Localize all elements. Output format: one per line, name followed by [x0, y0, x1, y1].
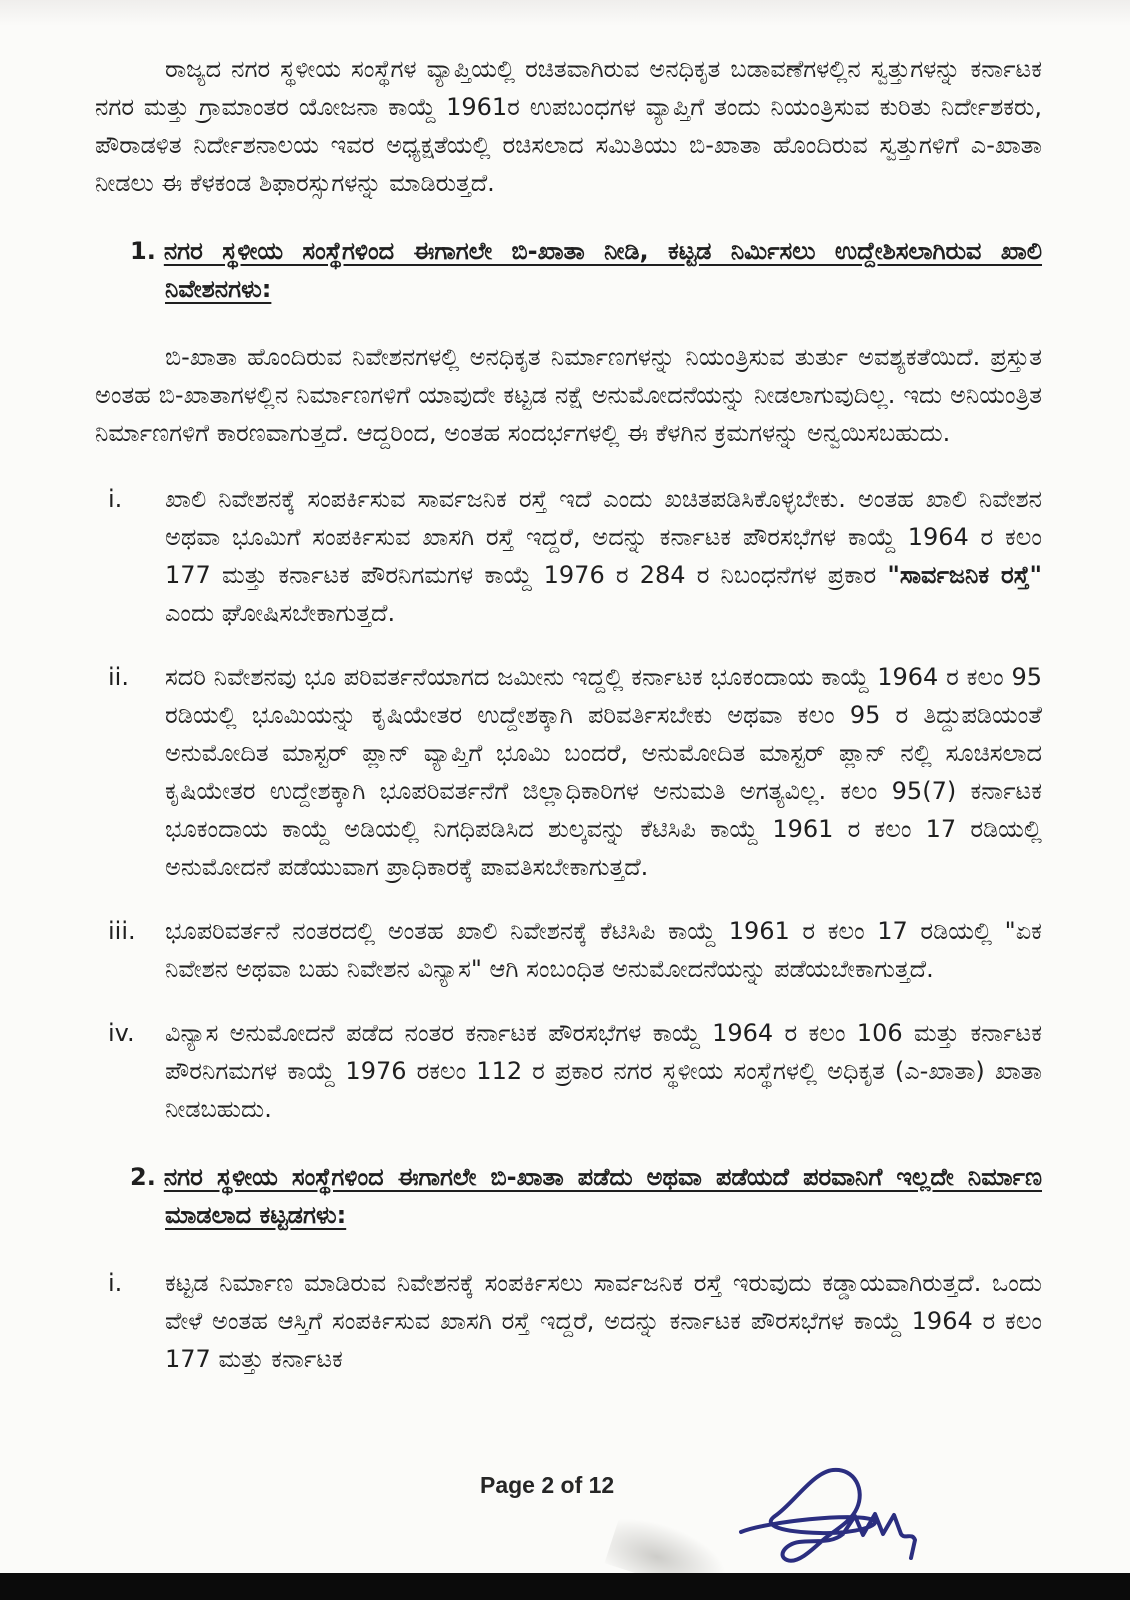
list-item-text: ಕಟ್ಟಡ ನಿರ್ಮಾಣ ಮಾಡಿರುವ ನಿವೇಶನಕ್ಕೆ ಸಂಪರ್ಕಿಸಲು ಸಾರ್ವಜನಿಕ ರಸ್ತೆ ಇರುವುದು ಕಡ್ಡಾಯವಾಗಿರುತ್ತದೆ. ಒಂದು ವೇಳೆ ಅಂತಹ ಆಸ್ತಿಗೆ ಸಂಪರ್ಕಿಸುವ ಖಾಸಗಿ ರಸ್ತೆ ಇದ್ದರೆ, ಅದನ್ನು ಕರ್ನಾಟಕ ಪೌರಸಭೆಗಳ ಕಾಯ್ದೆ 1964 ರ ಕಲಂ 177 ಮತ್ತು ಕರ್ನಾಟಕ — [165, 1269, 1042, 1373]
section-2-list — [95, 1264, 1042, 1378]
list-item-text: ಸದರಿ ನಿವೇಶನವು ಭೂ ಪರಿವರ್ತನೆಯಾಗದ ಜಮೀನು ಇದ್ದಲ್ಲಿ ಕರ್ನಾಟಕ ಭೂಕಂದಾಯ ಕಾಯ್ದೆ 1964 ರ ಕಲಂ 95 ರಡಿಯಲ್ಲಿ ಭೂಮಿಯನ್ನು ಕೃಷಿಯೇತರ ಉದ್ದೇಶಕ್ಕಾಗಿ ಪರಿವರ್ತಿಸಬೇಕು ಅಥವಾ ಕಲಂ 95 ರ ತಿದ್ದುಪಡಿಯಂತೆ ಅನುಮೋದಿತ ಮಾಸ್ಟರ್ ಪ್ಲಾನ್ ವ್ಯಾಪ್ತಿಗೆ ಭೂಮಿ ಬಂದರೆ, ಅನುಮೋದಿತ ಮಾಸ್ಟರ್ ಪ್ಲಾನ್ ನಲ್ಲಿ ಸೂಚಿಸಲಾದ ಕೃಷಿಯೇತರ ಉದ್ದೇಶಕ್ಕಾಗಿ ಭೂಪರಿವರ್ತನೆಗೆ ಜಿಲ್ಲಾಧಿಕಾರಿಗಳ ಅನುಮತಿ ಅಗತ್ಯವಿಲ್ಲ. ಕಲಂ 95(7) ಕರ್ನಾಟಕ ಭೂಕಂದಾಯ ಕಾಯ್ದೆ ಅಡಿಯಲ್ಲಿ ನಿಗಧಿಪಡಿಸಿದ ಶುಲ್ಕವನ್ನು ಕೆಟಿಸಿಪಿ ಕಾಯ್ದೆ 1961 ರ ಕಲಂ 17 ರಡಿಯಲ್ಲಿ ಅನುಮೋದನೆ ಪಡೆಯುವಾಗ ಪ್ರಾಧಿಕಾರಕ್ಕೆ ಪಾವತಿಸಬೇಕಾಗುತ್ತದೆ. — [165, 663, 1042, 881]
list-marker: i. — [108, 485, 123, 513]
list-item — [95, 1264, 1042, 1378]
list-item — [95, 480, 1042, 632]
section-1-list — [95, 480, 1042, 1128]
list-item-text — [165, 480, 1042, 632]
list-item — [95, 658, 1042, 886]
list-marker: iii. — [108, 917, 136, 945]
section-2-number: 2. — [130, 1163, 156, 1191]
handwritten-signature-icon — [735, 1460, 930, 1578]
section-1-number: 1. — [130, 237, 156, 265]
signature-stroke — [741, 1470, 915, 1561]
document-body — [95, 50, 1042, 1404]
list-item-text-pre: ಖಾಲಿ ನಿವೇಶನಕ್ಕೆ ಸಂಪರ್ಕಿಸುವ ಸಾರ್ವಜನಿಕ ರಸ್ತೆ ಇದೆ ಎಂದು ಖಚಿತಪಡಿಸಿಕೊಳ್ಳಬೇಕು. ಅಂತಹ ಖಾಲಿ ನಿವೇಶನ ಅಥವಾ ಭೂಮಿಗೆ ಸಂಪರ್ಕಿಸುವ ಖಾಸಗಿ ರಸ್ತೆ ಇದ್ದರೆ, ಅದನ್ನು ಕರ್ನಾಟಕ ಪೌರಸಭೆಗಳ ಕಾಯ್ದೆ 1964 ರ ಕಲಂ 177 ಮತ್ತು ಕರ್ನಾಟಕ ಪೌರನಿಗಮಗಳ ಕಾಯ್ದೆ 1976 ರ 284 ರ ನಿಬಂಧನೆಗಳ ಪ್ರಕಾರ — [165, 485, 1042, 589]
list-marker: iv. — [108, 1019, 135, 1047]
page-number-footer: Page 2 of 12 — [480, 1472, 615, 1498]
list-item-text: ಭೂಪರಿವರ್ತನೆ ನಂತರದಲ್ಲಿ ಅಂತಹ ಖಾಲಿ ನಿವೇಶನಕ್ಕೆ ಕೆಟಿಸಿಪಿ ಕಾಯ್ದೆ 1961 ರ ಕಲಂ 17 ರಡಿಯಲ್ಲಿ "ಏಕ ನಿವೇಶನ ಅಥವಾ ಬಹು ನಿವೇಶನ ವಿನ್ಯಾಸ" ಆಗಿ ಸಂಬಂಧಿತ ಅನುಮೋದನೆಯನ್ನು ಪಡೆಯಬೇಕಾಗುತ್ತದೆ. — [165, 917, 1042, 983]
section-2-heading — [95, 1158, 1042, 1234]
list-item-text-post: ಎಂದು ಘೋಷಿಸಬೇಕಾಗುತ್ತದೆ. — [165, 599, 396, 627]
list-item — [95, 912, 1042, 988]
section-2-heading-text: ನಗರ ಸ್ಥಳೀಯ ಸಂಸ್ಥೆಗಳಿಂದ ಈಗಾಗಲೇ ಬಿ-ಖಾತಾ ಪಡೆದು ಅಥವಾ ಪಡೆಯದೆ ಪರವಾನಿಗೆ ಇಲ್ಲದೇ ನಿರ್ಮಾಣ ಮಾಡಲಾದ ಕಟ್ಟಡಗಳು: — [163, 1163, 1042, 1229]
section-1-heading-text: ನಗರ ಸ್ಥಳೀಯ ಸಂಸ್ಥೆಗಳಿಂದ ಈಗಾಗಲೇ ಬಿ-ಖಾತಾ ನೀಡಿ, ಕಟ್ಟಡ ನಿರ್ಮಿಸಲು ಉದ್ದೇಶಿಸಲಾಗಿರುವ ಖಾಲಿ ನಿವೇಶನಗಳು: — [163, 237, 1042, 303]
section-1-intro-paragraph: ಬಿ-ಖಾತಾ ಹೊಂದಿರುವ ನಿವೇಶನಗಳಲ್ಲಿ ಅನಧಿಕೃತ ನಿರ್ಮಾಣಗಳನ್ನು ನಿಯಂತ್ರಿಸುವ ತುರ್ತು ಅವಶ್ಯಕತೆಯಿದೆ. ಪ್ರಸ್ತುತ ಅಂತಹ ಬಿ-ಖಾತಾಗಳಲ್ಲಿನ ನಿರ್ಮಾಣಗಳಿಗೆ ಯಾವುದೇ ಕಟ್ಟಡ ನಕ್ಷೆ ಅನುಮೋದನೆಯನ್ನು ನೀಡಲಾಗುವುದಿಲ್ಲ. ಇದು ಅನಿಯಂತ್ರಿತ ನಿರ್ಮಾಣಗಳಿಗೆ ಕಾರಣವಾಗುತ್ತದೆ. ಆದ್ದರಿಂದ, ಅಂತಹ ಸಂದರ್ಭಗಳಲ್ಲಿ ಈ ಕೆಳಗಿನ ಕ್ರಮಗಳನ್ನು ಅನ್ವಯಿಸಬಹುದು. — [95, 343, 1042, 447]
list-item-text: ವಿನ್ಯಾಸ ಅನುಮೋದನೆ ಪಡೆದ ನಂತರ ಕರ್ನಾಟಕ ಪೌರಸಭೆಗಳ ಕಾಯ್ದೆ 1964 ರ ಕಲಂ 106 ಮತ್ತು ಕರ್ನಾಟಕ ಪೌರನಿಗಮಗಳ ಕಾಯ್ದೆ 1976 ರಕಲಂ 112 ರ ಪ್ರಕಾರ ನಗರ ಸ್ಥಳೀಯ ಸಂಸ್ಥೆಗಳಲ್ಲಿ ಅಧಿಕೃತ (ಎ-ಖಾತಾ) ಖಾತಾ ನೀಡಬಹುದು. — [165, 1019, 1042, 1123]
list-marker: ii. — [108, 663, 129, 691]
list-marker: i. — [108, 1269, 123, 1297]
intro-paragraph: ರಾಜ್ಯದ ನಗರ ಸ್ಥಳೀಯ ಸಂಸ್ಥೆಗಳ ವ್ಯಾಪ್ತಿಯಲ್ಲಿ ರಚಿತವಾಗಿರುವ ಅನಧಿಕೃತ ಬಡಾವಣೆಗಳಲ್ಲಿನ ಸ್ವತ್ತುಗಳನ್ನು ಕರ್ನಾಟಕ ನಗರ ಮತ್ತು ಗ್ರಾಮಾಂತರ ಯೋಜನಾ ಕಾಯ್ದೆ 1961ರ ಉಪಬಂಧಗಳ ವ್ಯಾಪ್ತಿಗೆ ತಂದು ನಿಯಂತ್ರಿಸುವ ಕುರಿತು ನಿರ್ದೇಶಕರು, ಪೌರಾಡಳಿತ ನಿರ್ದೇಶನಾಲಯ ಇವರ ಅಧ್ಯಕ್ಷತೆಯಲ್ಲಿ ರಚಿಸಲಾದ ಸಮಿತಿಯು ಬಿ-ಖಾತಾ ಹೊಂದಿರುವ ಸ್ವತ್ತುಗಳಿಗೆ ಎ-ಖಾತಾ ನೀಡಲು ಈ ಕೆಳಕಂಡ ಶಿಫಾರಸ್ಸುಗಳನ್ನು ಮಾಡಿರುತ್ತದೆ. — [95, 55, 1042, 197]
section-1-heading — [95, 232, 1042, 308]
scan-edge-band — [0, 1573, 1130, 1600]
list-item — [95, 1014, 1042, 1128]
bold-phrase: "ಸಾರ್ವಜನಿಕ ರಸ್ತೆ" — [887, 561, 1042, 589]
